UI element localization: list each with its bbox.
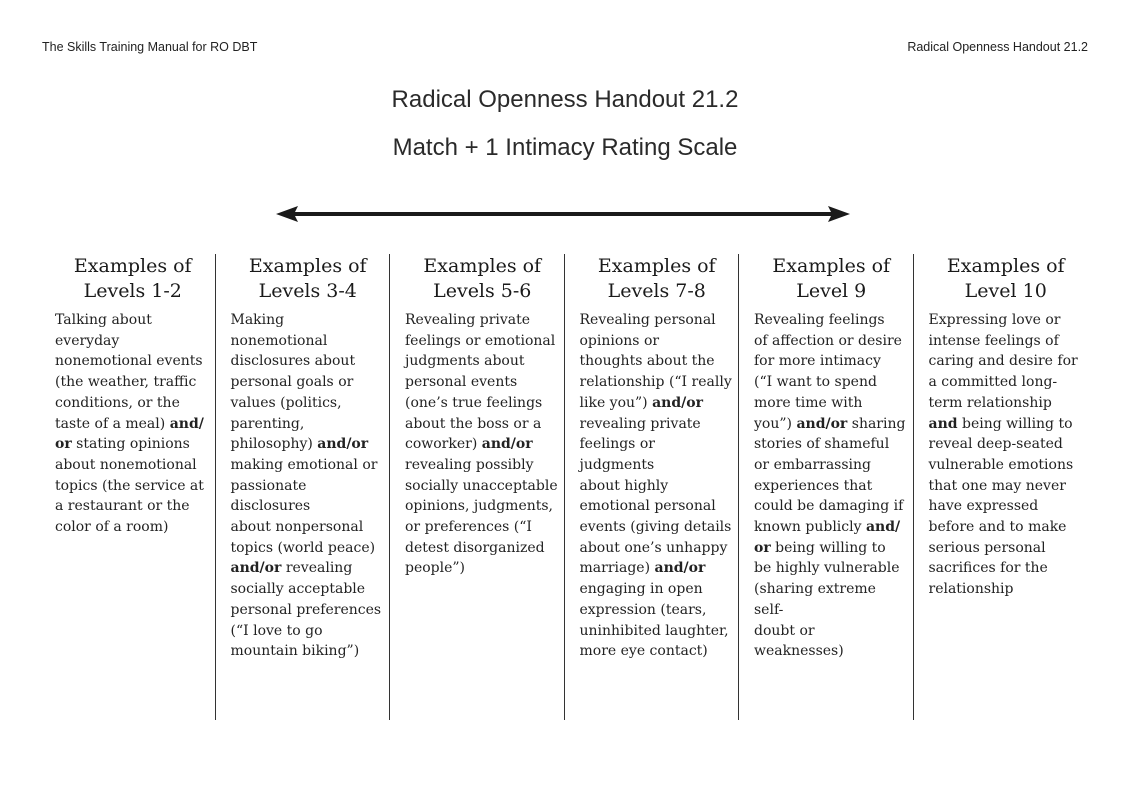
connector-term: and/or <box>481 436 533 453</box>
column-level-10 <box>913 254 1088 720</box>
connector-term: and/or <box>654 560 706 577</box>
handout-subtitle: Match + 1 Intimacy Rating Scale <box>392 134 738 161</box>
column-description: Revealing private feelings or emotional judgments about personal events (one’s true feelings about the boss or a coworker) and/or revealing possibly socially unacceptable opinions, judgments, or preferences (“I detest disorganized people”) <box>405 312 558 577</box>
column-description: Revealing feelings of affection or desire for more intimacy (“I want to spend more time with you”) and/or sharing stories of shameful or embarrassing experiences that could be damaging if known publicly and/ or being willing to be highly vulnerable (sharing extreme self- doubt or weaknesses) <box>754 312 906 660</box>
rating-scale-columns <box>40 254 1125 720</box>
connector-term: and/or <box>796 415 848 432</box>
connector-term: and/ or <box>55 415 204 453</box>
connector-term: and <box>928 415 958 432</box>
column-heading: Examples of Levels 3-4 <box>248 255 367 302</box>
handout-title: Radical Openness Handout 21.2 <box>391 86 739 113</box>
running-header-left: The Skills Training Manual for RO DBT <box>42 40 258 54</box>
column-heading: Examples of Levels 5-6 <box>423 255 542 302</box>
column-description: Expressing love or intense feelings of caring and desire for a committed long- term relationship and being willing to reveal deep-seated vulnerable emotions that one may never have expressed before and to make serious personal sacrifices for the relationship <box>928 312 1078 598</box>
column-description: Talking about everyday nonemotional events (the weather, traffic conditions, or the taste of a meal) and/ or stating opinions about nonemotional topics (the service at a restaurant or the color of a room) <box>55 312 204 536</box>
column-heading: Examples of Level 9 <box>772 255 891 302</box>
double-arrow-icon <box>276 204 850 224</box>
column-description: Revealing personal opinions or thoughts about the relationship (“I really like you”) and/or revealing private feelings or judgments about highly emotional personal events (giving details about one’s unhappy marriage) and/or engaging in open expression (tears, uninhibited laughter, more eye contact) <box>579 312 732 660</box>
connector-term: and/or <box>317 436 369 453</box>
running-header-right: Radical Openness Handout 21.2 <box>907 40 1088 54</box>
column-heading: Examples of Levels 1-2 <box>73 255 192 302</box>
column-levels-3-4 <box>215 254 390 720</box>
column-heading: Examples of Levels 7-8 <box>597 255 716 302</box>
column-levels-1-2 <box>40 254 215 720</box>
column-heading: Examples of Level 10 <box>946 255 1065 302</box>
column-description: Making nonemotional disclosures about personal goals or values (politics, parenting, philosophy) and/or making emotional or passionate disclosures about nonpersonal topics (world peace) and/or revealing socially acceptable personal preferences (“I love to go mountain biking”) <box>230 312 382 660</box>
connector-term: and/or <box>652 394 703 411</box>
column-levels-7-8 <box>564 254 739 720</box>
connector-term: and/ or <box>754 519 901 556</box>
column-level-9 <box>738 254 913 720</box>
column-levels-5-6 <box>389 254 564 720</box>
connector-term: and/or <box>230 560 282 577</box>
